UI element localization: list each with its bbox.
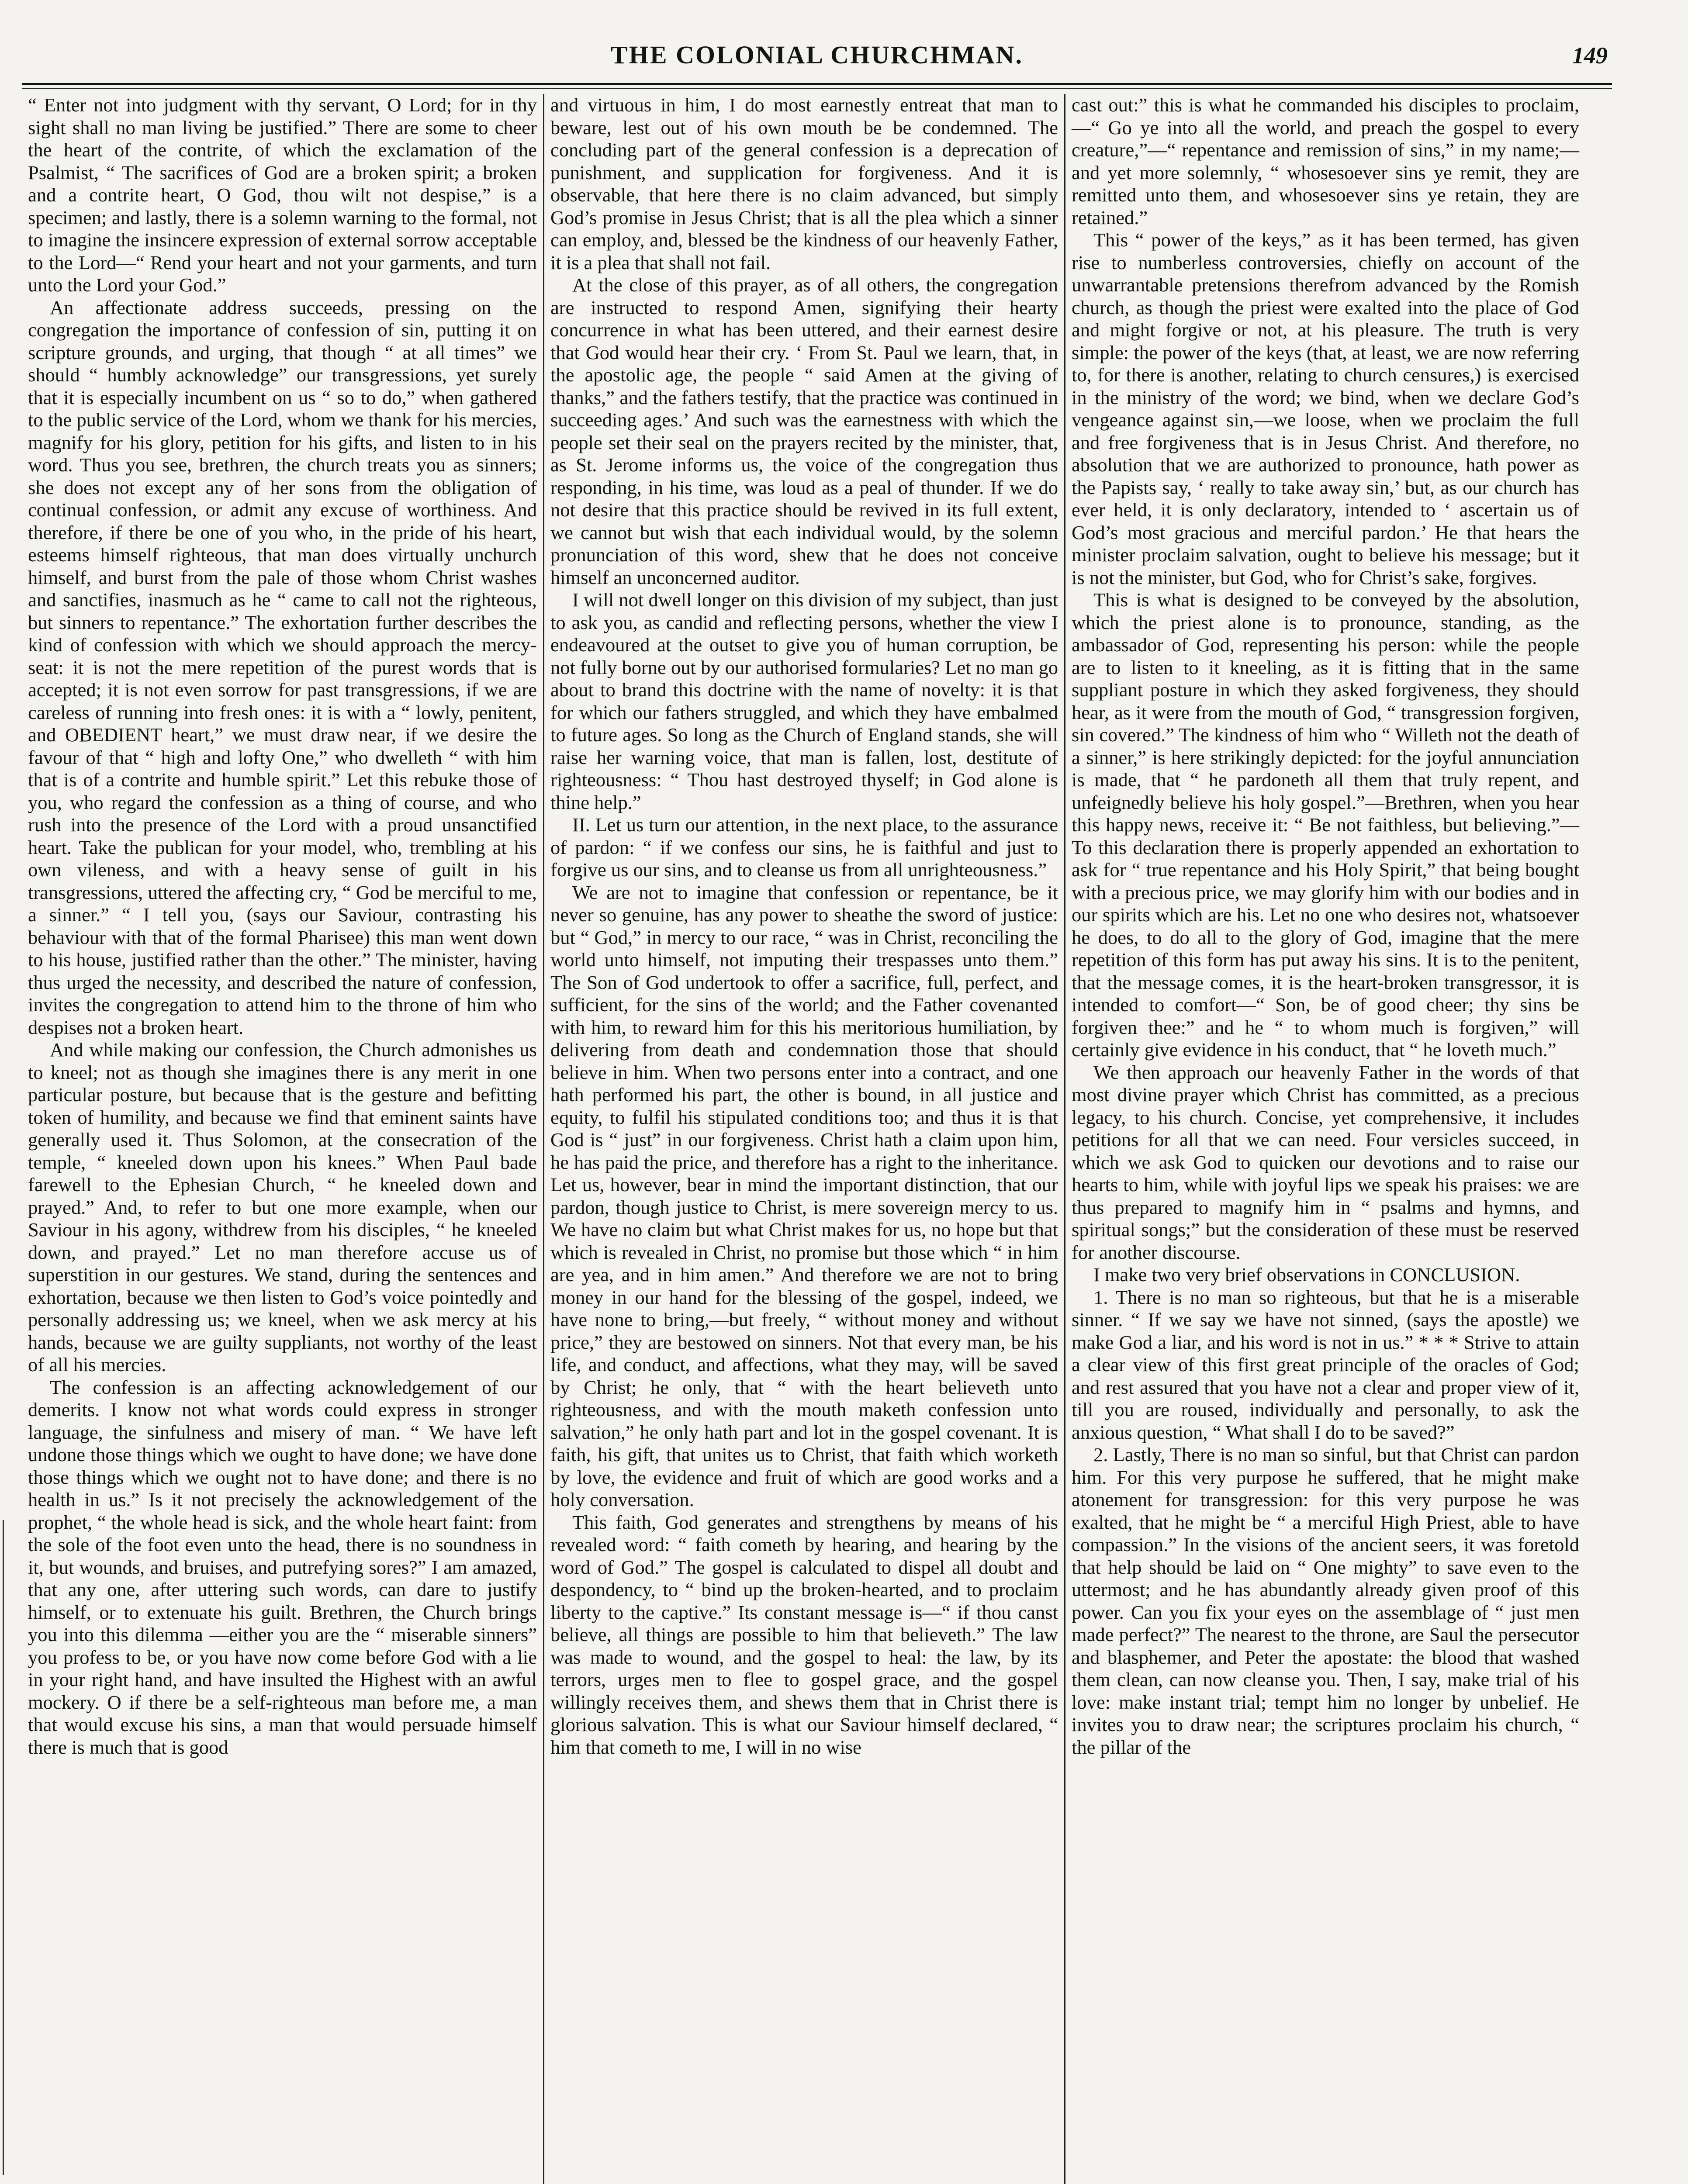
- paragraph: cast out:” this is what he commanded his disciples to proclaim,—“ Go ye into all the world, and preach the gospel to every creature,”—“ repentance and remission of sins,” in my name;—and yet more solemnly, “ whosesoever sins ye remit, they are remitted unto them, and whosesoever sins ye retain, they are retained.”: [1072, 94, 1579, 228]
- text-columns: [22, 94, 1612, 2184]
- scan-edge-line: [3, 1520, 4, 2175]
- paragraph: We are not to imagine that confession or repentance, be it never so genuine, has any power to sheathe the sword of justice: but “ God,” in mercy to our race, “ was in Christ, reconciling the world unto himself, not imputing their trespasses unto them.” The Son of God undertook to offer a sacrifice, full, perfect, and sufficient, for the sins of the world; and the Father covenanted with him, to reward him for this his meritorious humiliation, by delivering from death and condemnation those that should believe in him. When two persons enter into a contract, and one hath performed his part, the other is bound, in all justice and equity, to fulfil his stipulated conditions too; and thus it is that God is “ just” in our forgiveness. Christ hath a claim upon him, he has paid the price, and therefore has a right to the inheritance. Let us, however, bear in mind the important distinction, that our pardon, though justice to Christ, is mere sovereign mercy to us. We have no claim but what Christ makes for us, no hope but that which is revealed in Christ, no promise but those which “ in him are yea, and in him amen.” And therefore we are not to bring money in our hand for the blessing of the gospel, indeed, we have none to bring,—but freely, “ without money and without price,” they are bestowed on sinners. Not that every man, be his life, and conduct, and affections, what they may, will be saved by Christ; he only, that “ with the heart believeth unto righteousness, and with the mouth maketh confession unto salvation,” he only hath part and lot in the gospel covenant. It is faith, his gift, that unites us to Christ, that faith which worketh by love, the evidence and fruit of which are good works and a holy conversation.: [550, 881, 1058, 1510]
- paragraph: The confession is an affecting acknowledgement of our demerits. I know not what words could express in stronger language, the sinfulness and misery of man. “ We have left undone those things which we ought to have done; we have done those things which we ought not to have done; and there is no health in us.” Is it not precisely the acknowledgement of the prophet, “ the whole head is sick, and the whole heart faint: from the sole of the foot even unto the head, there is no soundness in it, but wounds, and bruises, and putrefying sores?” I am amazed, that any one, after uttering such words, can dare to justify himself, or to extenuate his guilt. Brethren, the Church brings you into this dilemma —either you are the “ miserable sinners” you profess to be, or you have now come before God with a lie in your right hand, and have insulted the Highest with an awful mockery. O if there be a self-righteous man before me, a man that would excuse his sins, a man that would persuade himself there is much that is good: [28, 1376, 537, 1758]
- paragraph: This “ power of the keys,” as it has been termed, has given rise to numberless controversies, chiefly on account of the unwarrantable pretensions therefrom advanced by the Romish church, as though the priest were exalted into the place of God and might forgive or not, at his pleasure. The truth is very simple: the power of the keys (that, at least, we are now referring to, for there is another, relating to church censures,) is exercised in the ministry of the word; we bind, when we declare God’s vengeance against sin,—we loose, when we proclaim the full and free forgiveness that is in Jesus Christ. And therefore, no absolution that we are authorized to pronounce, hath power as the Papists say, ‘ really to take away sin,’ but, as our church has ever held, it is only declaratory, intended to ‘ ascertain us of God’s most gracious and merciful pardon.’ He that hears the minister proclaim salvation, ought to believe his message; but it is not the minister, but God, who for Christ’s sake, forgives.: [1072, 229, 1579, 588]
- newspaper-page: [22, 31, 1612, 2184]
- paragraph: I will not dwell longer on this division of my subject, than just to ask you, as candid and reflecting persons, whether the view I endeavoured at the outset to give you of human corruption, be not fully borne out by our authorised formularies? Let no man go about to brand this doctrine with the name of novelty: it is that for which our fathers struggled, and which they have embalmed to future ages. So long as the Church of England stands, she will raise her warning voice, that man is fallen, lost, destitute of righteousness: “ Thou hast destroyed thyself; in God alone is thine help.”: [550, 589, 1058, 813]
- paragraph: An affectionate address succeeds, pressing on the congregation the importance of confession of sin, putting it on scripture grounds, and urging, that though “ at all times” we should “ humbly acknowledge” our transgressions, yet surely that it is especially incumbent on us “ so to do,” when gathered to the public service of the Lord, whom we thank for his mercies, magnify for his glory, petition for his gifts, and listen to in his word. Thus you see, brethren, the church treats you as sinners; she does not except any of her sons from the obligation of continual confession, or admit any excuse of worthiness. And therefore, if there be one of you who, in the pride of his heart, esteems himself righteous, that man does virtually unchurch himself, and burst from the pale of those whom Christ washes and sanctifies, inasmuch as he “ came to call not the righteous, but sinners to repentance.” The exhortation further describes the kind of confession with which we should approach the mercy-seat: it is not the mere repetition of the purest words that is accepted; it is not even sorrow for past transgressions, if we are careless of running into fresh ones: it is with a “ lowly, penitent, and OBEDIENT heart,” we must draw near, if we desire the favour of that “ high and lofty One,” who dwelleth “ with him that is of a contrite and humble spirit.” Let this rebuke those of you, who regard the confession as a thing of course, and who rush into the presence of the Lord with a proud unsanctified heart. Take the publican for your model, who, trembling at his own vileness, and with a heavy sense of guilt in his transgressions, uttered the affecting cry, “ God be merciful to me, a sinner.” “ I tell you, (says our Saviour, contrasting his behaviour with that of the formal Pharisee) this man went down to his house, justified rather than the other.” The minister, having thus urged the necessity, and described the nature of confession, invites the congregation to attend him to the throne of him who despises not a broken heart.: [28, 296, 537, 1038]
- paragraph: We then approach our heavenly Father in the words of that most divine prayer which Christ has committed, as a precious legacy, to his church. Concise, yet comprehensive, it includes petitions for all that we can need. Four versicles succeed, in which we ask God to quicken our devotions and to raise our hearts to him, while with joyful lips we speak his praises: we are thus prepared to magnify him in “ psalms and hymns, and spiritual songs;” but the consideration of these must be reserved for another discourse.: [1072, 1061, 1579, 1263]
- paragraph: “ Enter not into judgment with thy servant, O Lord; for in thy sight shall no man living be justified.” There are some to cheer the heart of the contrite, of which the exclamation of the Psalmist, “ The sacrifices of God are a broken spirit; a broken and a contrite heart, O God, thou wilt not despise,” is a specimen; and lastly, there is a solemn warning to the formal, not to imagine the insincere expression of external sorrow acceptable to the Lord—“ Rend your heart and not your garments, and turn unto the Lord your God.”: [28, 94, 537, 296]
- column-2: [543, 94, 1064, 2184]
- paragraph: 1. There is no man so righteous, but that he is a miserable sinner. “ If we say we have not sinned, (says the apostle) we make God a liar, and his word is not in us.” * * * Strive to attain a clear view of this first great principle of the oracles of God; and rest assured that you have not a clear and proper view of it, till you are roused, individually and personally, to ask the anxious question, “ What shall I do to be saved?”: [1072, 1286, 1579, 1443]
- header-rule: [22, 83, 1612, 89]
- paragraph: I make two very brief observations in CONCLUSION.: [1093, 1264, 1520, 1286]
- paragraph: And while making our confession, the Church admonishes us to kneel; not as though she imagines there is any merit in one particular posture, but because that is the gesture and befitting token of humility, and because we find that eminent saints have generally used it. Thus Solomon, at the consecration of the temple, “ kneeled down upon his knees.” When Paul bade farewell to the Ephesian Church, “ he kneeled down and prayed.” And, to refer to but one more example, when our Saviour in his agony, withdrew from his disciples, “ he kneeled down, and prayed.” Let no man therefore accuse us of superstition in our gestures. We stand, during the sentences and exhortation, because we then listen to God’s voice pointedly and personally addressing us; we kneel, when we ask mercy at his hands, because we are guilty suppliants, not worthy of the least of all his mercies.: [28, 1039, 537, 1375]
- paragraph: II. Let us turn our attention, in the next place, to the assurance of pardon: “ if we confess our sins, he is faithful and just to forgive us our sins, and to cleanse us from all unrighteousness.”: [550, 814, 1058, 881]
- column-3: [1064, 94, 1585, 2184]
- masthead-title: THE COLONIAL CHURCHMAN.: [611, 41, 1023, 69]
- paragraph: This is what is designed to be conveyed by the absolution, which the priest alone is to pronounce, standing, as the ambassador of God, representing his person: while the people are to listen to it kneeling, as it is fitting that in the same suppliant posture in which they asked forgiveness, they should hear, as it were from the mouth of God, “ transgression forgiven, sin covered.” The kindness of him who “ Willeth not the death of a sinner,” is here strikingly depicted: for the joyful annunciation is made, that “ he pardoneth all them that truly repent, and unfeignedly believe his holy gospel.”—Brethren, when you hear this happy news, receive it: “ Be not faithless, but believing.”—To this declaration there is properly appended an exhortation to ask for “ true repentance and his Holy Spirit,” that being bought with a precious price, we may glorify him with our bodies and in our spirits which are his. Let no one who desires not, whatsoever he does, to do all to the glory of God, imagine that the mere repetition of this form has put away his sins. It is to the penitent, that the message comes, it is the heart-broken transgressor, it is intended to comfort—“ Son, be of good cheer; thy sins be forgiven thee:” and he “ to whom much is forgiven,” will certainly give evidence in his conduct, that “ he loveth much.”: [1072, 589, 1579, 1061]
- page-number: 149: [1572, 42, 1608, 69]
- paragraph: and virtuous in him, I do most earnestly entreat that man to beware, lest out of his own mouth be be condemned. The concluding part of the general confession is a deprecation of punishment, and supplication for forgiveness. And it is observable, that here there is no claim advanced, but simply God’s promise in Jesus Christ; that is all the plea which a sinner can employ, and, blessed be the kindness of our heavenly Father, it is a plea that shall not fail.: [550, 94, 1058, 273]
- paragraph: At the close of this prayer, as of all others, the congregation are instructed to respond Amen, signifying their hearty concurrence in what has been uttered, and their earnest desire that God would hear their cry. ‘ From St. Paul we learn, that, in the apostolic age, the people “ said Amen at the giving of thanks,” and the fathers testify, that the practice was continued in succeeding ages.’ And such was the earnestness with which the people set their seal on the prayers recited by the minister, that, as St. Jerome informs us, the voice of the congregation thus responding, in his time, was loud as a peal of thunder. If we do not desire that this practice should be revived in its full extent, we cannot but wish that each individual would, by the solemn pronunciation of this word, shew that he does not conceive himself an unconcerned auditor.: [550, 274, 1058, 588]
- paragraph: 2. Lastly, There is no man so sinful, but that Christ can pardon him. For this very purpose he suffered, that he might make atonement for transgression: for this very purpose he was exalted, that he might be “ a merciful High Priest, able to have compassion.” In the visions of the ancient seers, it was foretold that help should be laid on “ One mighty” to save even to the uttermost; and he has abundantly already given proof of this power. Can you fix your eyes on the assemblage of “ just men made perfect?” The nearest to the throne, are Saul the persecutor and blasphemer, and Peter the apostate: the blood that washed them clean, can now cleanse you. Then, I say, make trial of his love: make instant trial; tempt him no longer by unbelief. He invites you to draw near; the scriptures proclaim his church, “ the pillar of the: [1072, 1444, 1579, 1758]
- paragraph: This faith, God generates and strengthens by means of his revealed word: “ faith cometh by hearing, and hearing by the word of God.” The gospel is calculated to dispel all doubt and despondency, to “ bind up the broken-hearted, and to proclaim liberty to the captive.” Its constant message is—“ if thou canst believe, all things are possible to him that believeth.” The law was made to wound, and the gospel to heal: the law, by its terrors, urges men to flee to gospel grace, and the gospel willingly receives them, and shews them that in Christ there is glorious salvation. This is what our Saviour himself declared, “ him that cometh to me, I will in no wise: [550, 1511, 1058, 1758]
- page-header: [22, 31, 1612, 83]
- column-1: [22, 94, 543, 2184]
